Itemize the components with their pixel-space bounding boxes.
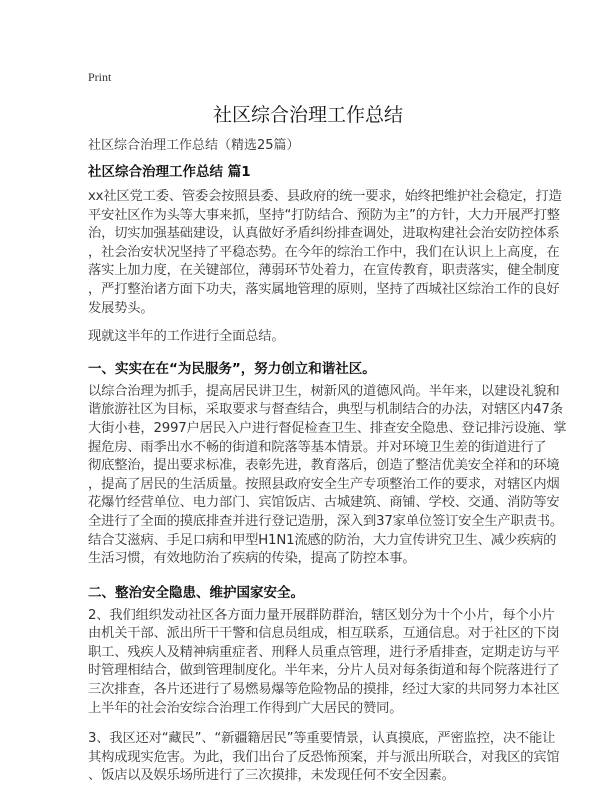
text-line: 上半年的社会治安综合治理工作得到广大居民的赞同。 xyxy=(88,700,403,716)
text-line: 2、我们组织发动社区各方面力量开展群防群治，辖区划分为十个小片，每个小片 xyxy=(88,607,555,623)
paragraph-intro xyxy=(88,328,528,347)
text-line: 职工、残疾人及精神病重症者、刑释人员重点管理，进行矛盾排查，定期走访与平 xyxy=(88,644,560,660)
text-line: 以综合治理为抓手，提高居民讲卫生，树新风的道德风尚。半年来，以建设礼貌和 xyxy=(88,383,560,399)
text-line: ，社会治安状况坚持了平稳态势。在今年的综治工作中，我们在认识上上高度，在 xyxy=(88,244,560,260)
heading-2: 二、整治安全隐患、维护国家安全。 xyxy=(88,584,304,601)
section-heading: 社区综合治理工作总结 篇1 xyxy=(88,164,251,180)
text-line: 治，切实加强基础建设，认真做好矛盾纠纷排查调处，进取构建社会治安防控体系 xyxy=(88,226,560,242)
text-line: 花爆竹经营单位、电力部门、宾馆饭店、古城建筑、商铺、学校、交通、消防等安 xyxy=(88,495,560,511)
text-line: 三次排查，各片还进行了易燃易爆等危险物品的摸排，经过大家的共同努力本社区 xyxy=(88,682,560,698)
text-line: 大街小巷，2997户居民入户进行督促检查卫生、排查安全隐患、登记排污设施、掌 xyxy=(88,420,567,436)
text-line: 3、我区还对“藏民”、“新疆籍居民”等重要情景，认真摸底，严密监控，决不能让 xyxy=(88,731,556,747)
text-line: 发展势头。 xyxy=(88,300,154,316)
text-line: 平安社区作为头等大事来抓，坚持“打防结合、预防为主”的方针，大力开展严打整 xyxy=(88,207,560,223)
document-subtitle: 社区综合治理工作总结（精选25篇） xyxy=(88,138,300,153)
text-line: 、饭店以及娱乐场所进行了三次摸排，未发现任何不安全因素。 xyxy=(88,768,455,784)
text-line: 落实上加力度，在关键部位，薄弱环节处着力，在宣传教育，职责落实，健全制度 xyxy=(88,263,560,279)
paragraph-1 xyxy=(88,188,562,318)
text-line: 由机关干部、派出所干干警和信息员组成，相互联系，互通信息。对于社区的下岗 xyxy=(88,626,560,642)
paragraph-3 xyxy=(88,607,560,719)
text-line: 时管理相结合，做到管理制度化。半年来，分片人员对每条街道和每个院落进行了 xyxy=(88,663,560,679)
text-line: 握危房、雨季出水不畅的街道和院落等基本情景。并对环境卫生差的街道进行了 xyxy=(88,439,547,455)
text-line: ，提高了居民的生活质量。按照县政府安全生产专项整治工作的要求，对辖区内烟 xyxy=(88,476,560,492)
print-link[interactable]: Print xyxy=(88,70,112,84)
text-line: 结合艾滋病、手足口病和甲型H1N1流感的防治，大力宣传讲究卫生、减少疾病的 xyxy=(88,532,557,548)
text-line: 全进行了全面的摸底排查并进行登记造册，深入到37家单位签订安全生产职责书。 xyxy=(88,513,563,529)
text-line: 其构成现实危害。为此，我们出台了反恐怖预案，并与派出所联合，对我区的宾馆 xyxy=(88,749,560,765)
text-line: xx社区党工委、管委会按照县委、县政府的统一要求，始终把维护社会稳定，打造 xyxy=(88,189,562,204)
document-title: 社区综合治理工作总结 xyxy=(212,104,403,126)
document-page xyxy=(88,70,567,786)
text-line: 谐旅游社区为目标，采取要求与督查结合，典型与机制结合的办法，对辖区内47条 xyxy=(88,402,563,418)
text-line: 彻底整治，提出要求标准，表彰先进，教育落后，创造了整洁优美安全祥和的环境 xyxy=(88,458,560,474)
paragraph-4 xyxy=(88,730,560,786)
text-line: 现就这半年的工作进行全面总结。 xyxy=(88,329,285,345)
heading-1: 一、实实在在“为民服务”，努力创立和谐社区。 xyxy=(88,360,376,377)
text-line: 生活习惯，有效地防治了疾病的传染，提高了防控本事。 xyxy=(88,551,416,567)
paragraph-2 xyxy=(88,383,567,569)
text-line: ，严打整治诸方面下功夫，落实属地管理的原则，坚持了西城社区综治工作的良好 xyxy=(88,281,560,297)
